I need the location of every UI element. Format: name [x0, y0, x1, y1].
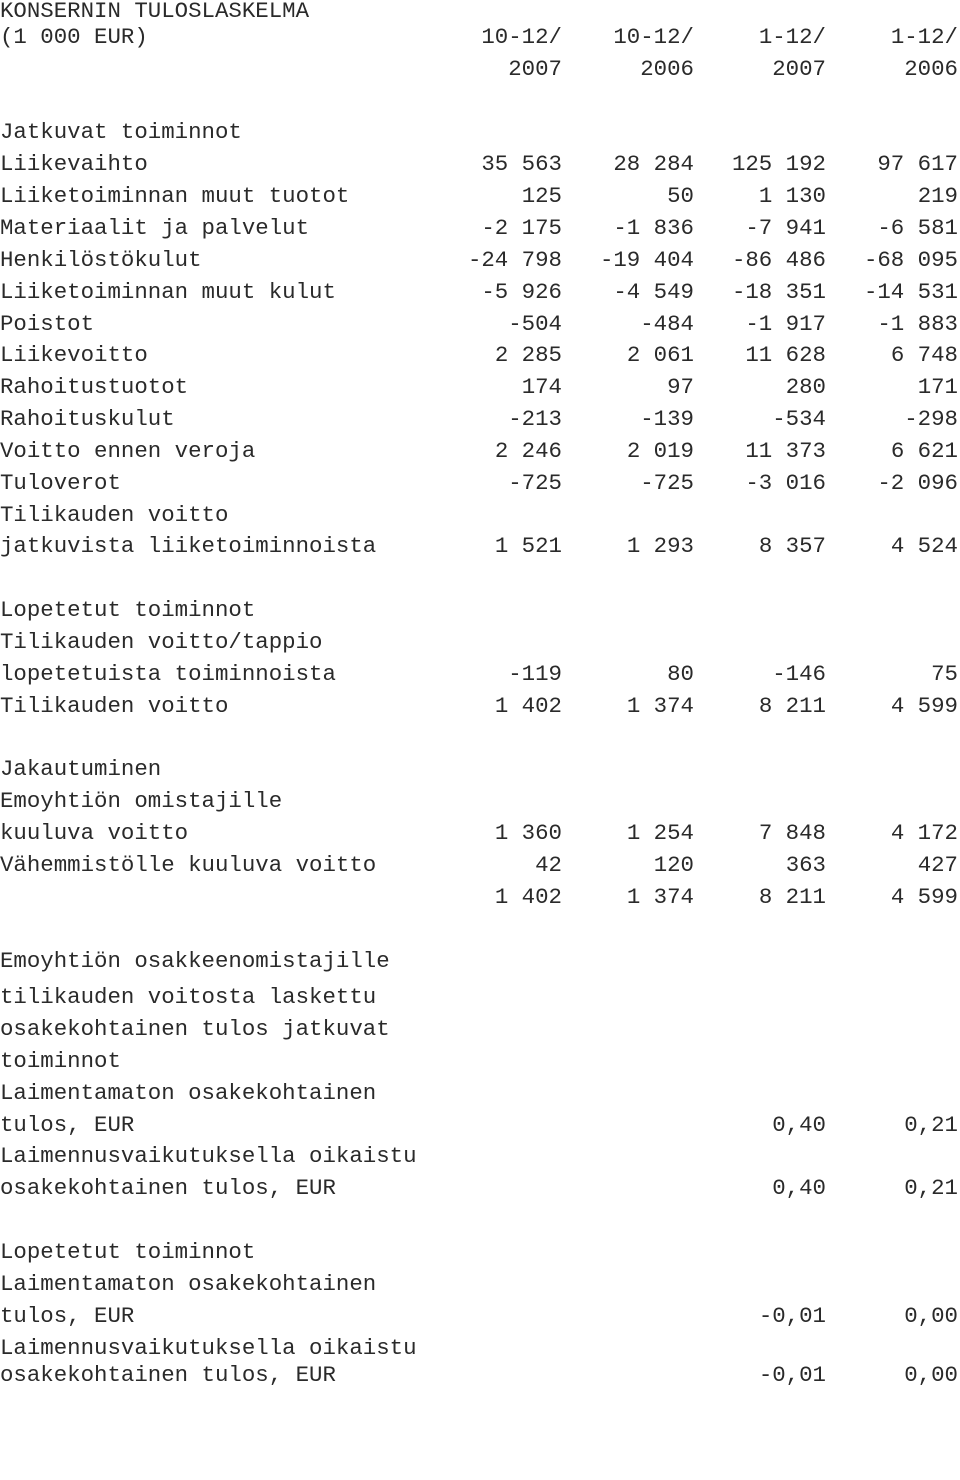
- cell: -534: [772, 406, 826, 432]
- col-header-3: 1-12/: [758, 24, 826, 50]
- cell: -7 941: [745, 215, 826, 241]
- cell: 80: [667, 661, 694, 687]
- row-label: Tilikauden voitto: [0, 502, 229, 528]
- cell: 11 373: [745, 438, 826, 464]
- cell: 2 285: [494, 342, 562, 368]
- cell: -139: [640, 406, 694, 432]
- cell: -2 175: [481, 215, 562, 241]
- cell: -725: [640, 470, 694, 496]
- section-heading: Lopetetut toiminnot: [0, 597, 256, 623]
- cell: -24 798: [467, 247, 562, 273]
- table-row: [0, 468, 960, 498]
- col-year-1: 2007: [508, 56, 562, 82]
- cell: 171: [917, 374, 958, 400]
- cell: 8 211: [758, 693, 826, 719]
- cell: -298: [904, 406, 958, 432]
- cell: 0,00: [904, 1362, 958, 1388]
- table-row: [0, 372, 960, 402]
- cell: 0,40: [772, 1112, 826, 1138]
- row-label: Emoyhtiön omistajille: [0, 788, 283, 814]
- row-label: Poistot: [0, 311, 95, 337]
- cell: 1 130: [758, 183, 826, 209]
- cell: 0,40: [772, 1175, 826, 1201]
- row-label: Laimentamaton osakekohtainen: [0, 1080, 377, 1106]
- cell: 1 402: [494, 884, 562, 910]
- row-label: Laimennusvaikutuksella oikaistu: [0, 1143, 417, 1169]
- cell: 4 599: [890, 693, 958, 719]
- table-row: [0, 436, 960, 466]
- cell: 2 246: [494, 438, 562, 464]
- table-row: [0, 181, 960, 211]
- text-line: [0, 1014, 960, 1044]
- table-row: [0, 1078, 960, 1108]
- section-heading-eps-discontinued: [0, 1237, 960, 1267]
- row-label: toiminnot: [0, 1048, 121, 1074]
- col-header-2: 10-12/: [613, 24, 694, 50]
- table-row: [0, 850, 960, 880]
- cell: 4 524: [890, 533, 958, 559]
- table-row: [0, 500, 960, 530]
- table-row: [0, 245, 960, 275]
- cell: -68 095: [863, 247, 958, 273]
- table-row: [0, 1110, 960, 1140]
- row-label: Materiaalit ja palvelut: [0, 215, 310, 241]
- cell: 1 360: [494, 820, 562, 846]
- cell: 219: [917, 183, 958, 209]
- row-label: osakekohtainen tulos, EUR: [0, 1362, 336, 1388]
- header-row-period: [0, 22, 960, 52]
- cell: 35 563: [481, 151, 562, 177]
- cell: 28 284: [613, 151, 694, 177]
- cell: 75: [931, 661, 958, 687]
- row-label: Emoyhtiön osakkeenomistajille: [0, 948, 390, 974]
- cell: 2 019: [626, 438, 694, 464]
- cell: -484: [640, 311, 694, 337]
- table-row: [0, 1360, 960, 1390]
- cell: 1 374: [626, 693, 694, 719]
- unit-label: (1 000 EUR): [0, 24, 148, 50]
- table-row: [0, 531, 960, 561]
- cell: 8 357: [758, 533, 826, 559]
- table-row: [0, 1173, 960, 1203]
- cell: 125: [521, 183, 562, 209]
- table-row: [0, 659, 960, 689]
- cell: 6 621: [890, 438, 958, 464]
- row-label: Liikevoitto: [0, 342, 148, 368]
- section-heading: Jatkuvat toiminnot: [0, 119, 242, 145]
- cell: -6 581: [877, 215, 958, 241]
- cell: 0,21: [904, 1112, 958, 1138]
- row-label: lopetetuista toiminnoista: [0, 661, 336, 687]
- cell: -1 836: [613, 215, 694, 241]
- cell: 4 599: [890, 884, 958, 910]
- section-heading-continuing: [0, 117, 960, 147]
- cell: 125 192: [731, 151, 826, 177]
- cell: 174: [521, 374, 562, 400]
- row-label: Tilikauden voitto: [0, 693, 229, 719]
- cell: 1 254: [626, 820, 694, 846]
- text-line: [0, 946, 960, 976]
- cell: 0,00: [904, 1303, 958, 1329]
- cell: 2 061: [626, 342, 694, 368]
- page-title: KONSERNIN TULOSLASKELMA: [0, 0, 310, 24]
- row-label: tulos, EUR: [0, 1112, 135, 1138]
- table-row: [0, 818, 960, 848]
- row-label: Laimentamaton osakekohtainen: [0, 1271, 377, 1297]
- cell: -3 016: [745, 470, 826, 496]
- text-line: [0, 1046, 960, 1076]
- row-label: Tilikauden voitto/tappio: [0, 629, 323, 655]
- cell: 427: [917, 852, 958, 878]
- col-year-3: 2007: [772, 56, 826, 82]
- table-row: [0, 786, 960, 816]
- table-row: [0, 1333, 960, 1363]
- cell: 11 628: [745, 342, 826, 368]
- col-year-4: 2006: [904, 56, 958, 82]
- table-row: [0, 340, 960, 370]
- row-label: Liiketoiminnan muut kulut: [0, 279, 336, 305]
- cell: -2 096: [877, 470, 958, 496]
- cell: -0,01: [758, 1303, 826, 1329]
- row-label: tilikauden voitosta laskettu: [0, 984, 377, 1010]
- row-label: Henkilöstökulut: [0, 247, 202, 273]
- table-row: [0, 404, 960, 434]
- cell: -5 926: [481, 279, 562, 305]
- cell: 6 748: [890, 342, 958, 368]
- cell: -14 531: [863, 279, 958, 305]
- row-label: Voitto ennen veroja: [0, 438, 256, 464]
- table-row: [0, 1141, 960, 1171]
- cell: -19 404: [599, 247, 694, 273]
- cell: 1 293: [626, 533, 694, 559]
- table-row: [0, 1269, 960, 1299]
- text-line: [0, 982, 960, 1012]
- section-heading: Jakautuminen: [0, 756, 162, 782]
- row-label: tulos, EUR: [0, 1303, 135, 1329]
- cell: -86 486: [731, 247, 826, 273]
- row-label: kuuluva voitto: [0, 820, 189, 846]
- row-label: Vähemmistölle kuuluva voitto: [0, 852, 377, 878]
- cell: -213: [508, 406, 562, 432]
- cell: -4 549: [613, 279, 694, 305]
- cell: -0,01: [758, 1362, 826, 1388]
- table-row-total: [0, 882, 960, 912]
- row-label: Rahoituskulut: [0, 406, 175, 432]
- cell: 1 521: [494, 533, 562, 559]
- cell: 363: [785, 852, 826, 878]
- cell: 0,21: [904, 1175, 958, 1201]
- header-row-year: [0, 54, 960, 84]
- cell: 4 172: [890, 820, 958, 846]
- row-label: Tuloverot: [0, 470, 121, 496]
- row-label: Laimennusvaikutuksella oikaistu: [0, 1335, 417, 1361]
- col-header-1: 10-12/: [481, 24, 562, 50]
- cell: -504: [508, 311, 562, 337]
- table-row: [0, 277, 960, 307]
- row-label: Liiketoiminnan muut tuotot: [0, 183, 350, 209]
- table-row: [0, 309, 960, 339]
- cell: 97: [667, 374, 694, 400]
- cell: -1 883: [877, 311, 958, 337]
- cell: 8 211: [758, 884, 826, 910]
- cell: 1 374: [626, 884, 694, 910]
- cell: -1 917: [745, 311, 826, 337]
- cell: 1 402: [494, 693, 562, 719]
- cell: 50: [667, 183, 694, 209]
- section-heading-distribution: [0, 754, 960, 784]
- section-heading-discontinued: [0, 595, 960, 625]
- row-label: osakekohtainen tulos jatkuvat: [0, 1016, 390, 1042]
- table-row: [0, 691, 960, 721]
- col-header-4: 1-12/: [890, 24, 958, 50]
- cell: 42: [535, 852, 562, 878]
- table-row: [0, 627, 960, 657]
- cell: 97 617: [877, 151, 958, 177]
- table-row: [0, 149, 960, 179]
- cell: 120: [653, 852, 694, 878]
- cell: -18 351: [731, 279, 826, 305]
- row-label: Rahoitustuotot: [0, 374, 189, 400]
- cell: -725: [508, 470, 562, 496]
- col-year-2: 2006: [640, 56, 694, 82]
- section-heading: Lopetetut toiminnot: [0, 1239, 256, 1265]
- row-label: jatkuvista liiketoiminnoista: [0, 533, 377, 559]
- cell: -146: [772, 661, 826, 687]
- cell: 280: [785, 374, 826, 400]
- table-row: [0, 1301, 960, 1331]
- row-label: Liikevaihto: [0, 151, 148, 177]
- table-row: [0, 213, 960, 243]
- row-label: osakekohtainen tulos, EUR: [0, 1175, 336, 1201]
- cell: -119: [508, 661, 562, 687]
- cell: 7 848: [758, 820, 826, 846]
